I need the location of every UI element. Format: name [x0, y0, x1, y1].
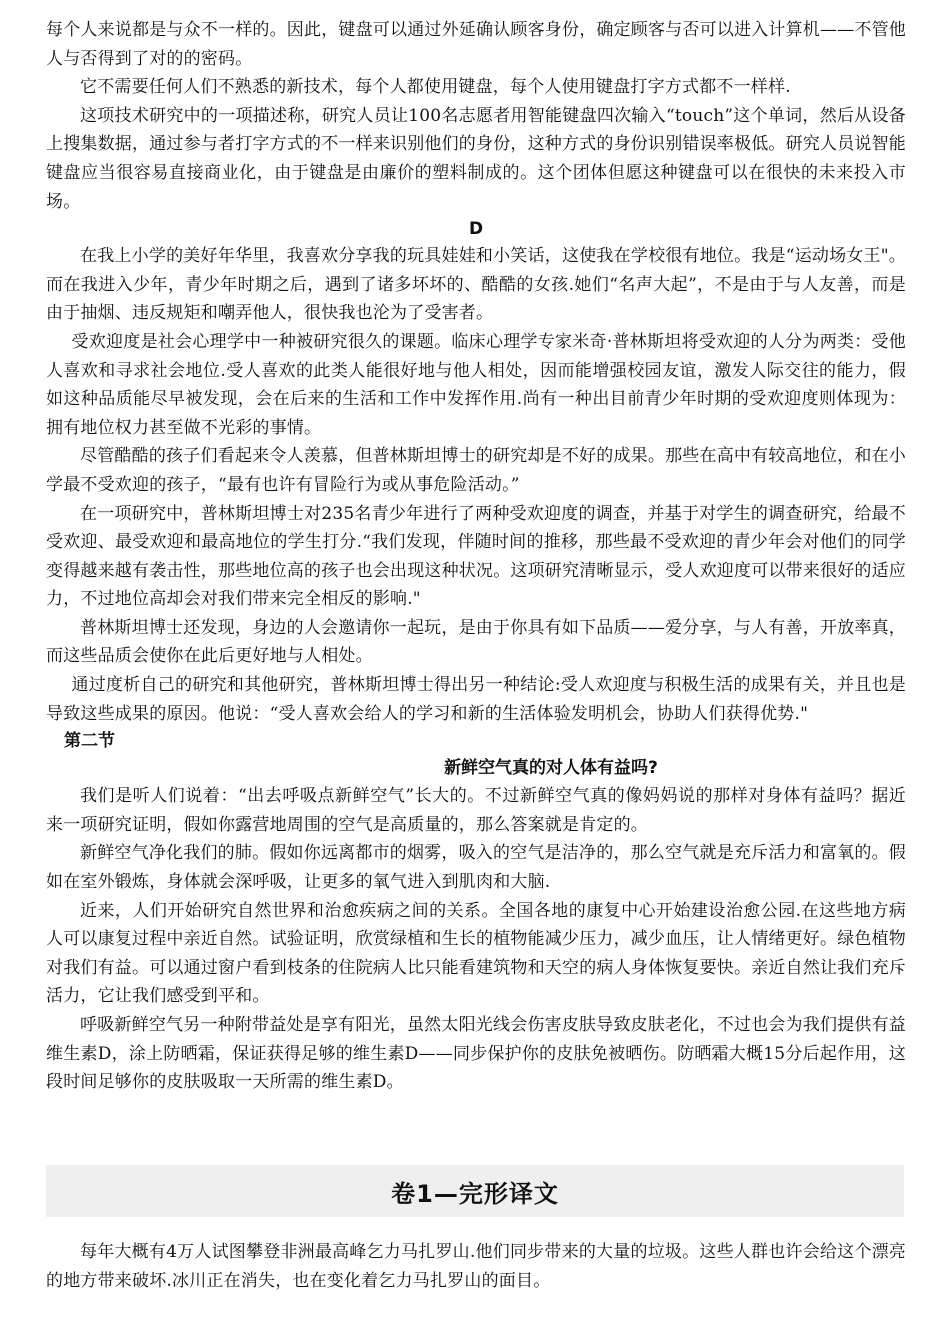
document-body [46, 16, 906, 1097]
paragraph: 在我上小学的美好年华里，我喜欢分享我的玩具娃娃和小笑话，这使我在学校很有地位。我是“运动场女王"。而在我进入少年，青少年时期之后，遇到了诸多坏坏的、酷酷的女孩.她们“名声大起”，不是由于与人友善，而是由于抽烟、违反规矩和嘲弄他人，很快我也沦为了受害者。 [46, 246, 906, 324]
paragraph: 每年大概有4万人试图攀登非洲最高峰乞力马扎罗山.他们同步带来的大量的垃圾。这些人群也许会给这个漂亮的地方带来破坏.冰川正在消失，也在变化着乞力马扎罗山的面目。 [46, 1242, 906, 1291]
paragraph: 尽管酷酷的孩子们看起来令人羡慕，但普林斯坦博士的研究却是不好的成果。那些在高中有较高地位，和在小学最不受欢迎的孩子，“最有也许有冒险行为或从事危险活动。” [46, 446, 906, 495]
section-banner [46, 1165, 904, 1217]
banner-title: 卷1—完形译文 [391, 1179, 559, 1208]
paragraph: 呼吸新鲜空气另一种附带益处是享有阳光，虽然太阳光线会伤害皮肤导致皮肤老化，不过也会为我们提供有益维生素D，涂上防晒霜，保证获得足够的维生素D——同步保护你的皮肤免被晒伤。防晒霜大概15分后起作用，这段时间足够你的皮肤吸取一天所需的维生素D。 [46, 1015, 906, 1093]
section-label: 第二节 [64, 731, 115, 752]
paragraph: 近来，人们开始研究自然世界和治愈疾病之间的关系。全国各地的康复中心开始建设治愈公园.在这些地方病人可以康复过程中亲近自然。试验证明，欣赏绿植和生长的植物能减少压力，减少血压，让人情绪更好。绿色植物对我们有益。可以通过窗户看到枝条的住院病人比只能看建筑物和天空的病人身体恢复要快。亲近自然让我们充斥活力，它让我们感受到平和。 [46, 900, 906, 1007]
cloze-translation [46, 1238, 906, 1295]
paragraph: 受欢迎度是社会心理学中一种被研究很久的课题。临床心理学专家米奇·普林斯坦将受欢迎的人分为两类：受他人喜欢和寻求社会地位.受人喜欢的此类人能很好地与他人相处，因而能增强校园友谊，激发人际交往的能力，假如这种品质能尽早被发现，会在后来的生活和工作中发挥作用.尚有一种出目前青少年时期的受欢迎度则体现为：拥有地位权力甚至做不光彩的事情。 [46, 331, 906, 438]
paragraph: 新鲜空气净化我们的肺。假如你远离都市的烟雾，吸入的空气是洁净的，那么空气就是充斥活力和富氧的。假如在室外锻炼，身体就会深呼吸，让更多的氧气进入到肌肉和大脑. [46, 843, 906, 893]
paragraph: 它不需要任何人们不熟悉的新技术，每个人都使用键盘，每个人使用键盘打字方式都不一样样. [80, 77, 791, 98]
paragraph: 普林斯坦博士还发现，身边的人会邀请你一起玩，是由于你具有如下品质——爱分享，与人有善，开放率真，而这些品质会使你在此后更好地与人相处。 [46, 617, 906, 667]
passage-heading-d: D [468, 219, 484, 240]
paragraph: 通过度析自己的研究和其他研究，普林斯坦博士得出另一种结论:受人欢迎度与积极生活的成果有关，并且也是导致这些成果的原因。他说：“受人喜欢会给人的学习和新的生活体验发明机会，协助人们获得优势." [46, 675, 906, 724]
paragraph: 我们是听人们说着：“出去呼吸点新鲜空气”长大的。不过新鲜空气真的像妈妈说的那样对身体有益吗？据近来一项研究证明，假如你露营地周围的空气是高质量的，那么答案就是肯定的。 [46, 786, 906, 835]
paragraph: 这项技术研究中的一项描述称，研究人员让100名志愿者用智能键盘四次输入“touch”这个单词，然后从设备上搜集数据，通过参与者打字方式的不一样来识别他们的身份，这种方式的身份识别错误率极低。研究人员说智能键盘应当很容易直接商业化，由于键盘是由廉价的塑料制成的。这个团体但愿这种键盘可以在很快的未来投入市场。 [46, 105, 906, 212]
paragraph: 每个人来说都是与众不一样的。因此，键盘可以通过外延确认顾客身份，确定顾客与否可以进入计算机——不管他人与否得到了对的的密码。 [46, 20, 906, 69]
article-title: 新鲜空气真的对人体有益吗? [444, 758, 658, 779]
paragraph: 在一项研究中，普林斯坦博士对235名青少年进行了两种受欢迎度的调查，并基于对学生的调查研究，给最不受欢迎、最受欢迎和最高地位的学生打分.“我们发现，伴随时间的推移，那些最不受欢迎的青少年会对他们的同学变得越来越有袭击性，那些地位高的孩子也会出现这种状况。这项研究清晰显示，受人欢迎度可以带来很好的适应力，不过地位高却会对我们带来完全相反的影响." [46, 503, 906, 610]
